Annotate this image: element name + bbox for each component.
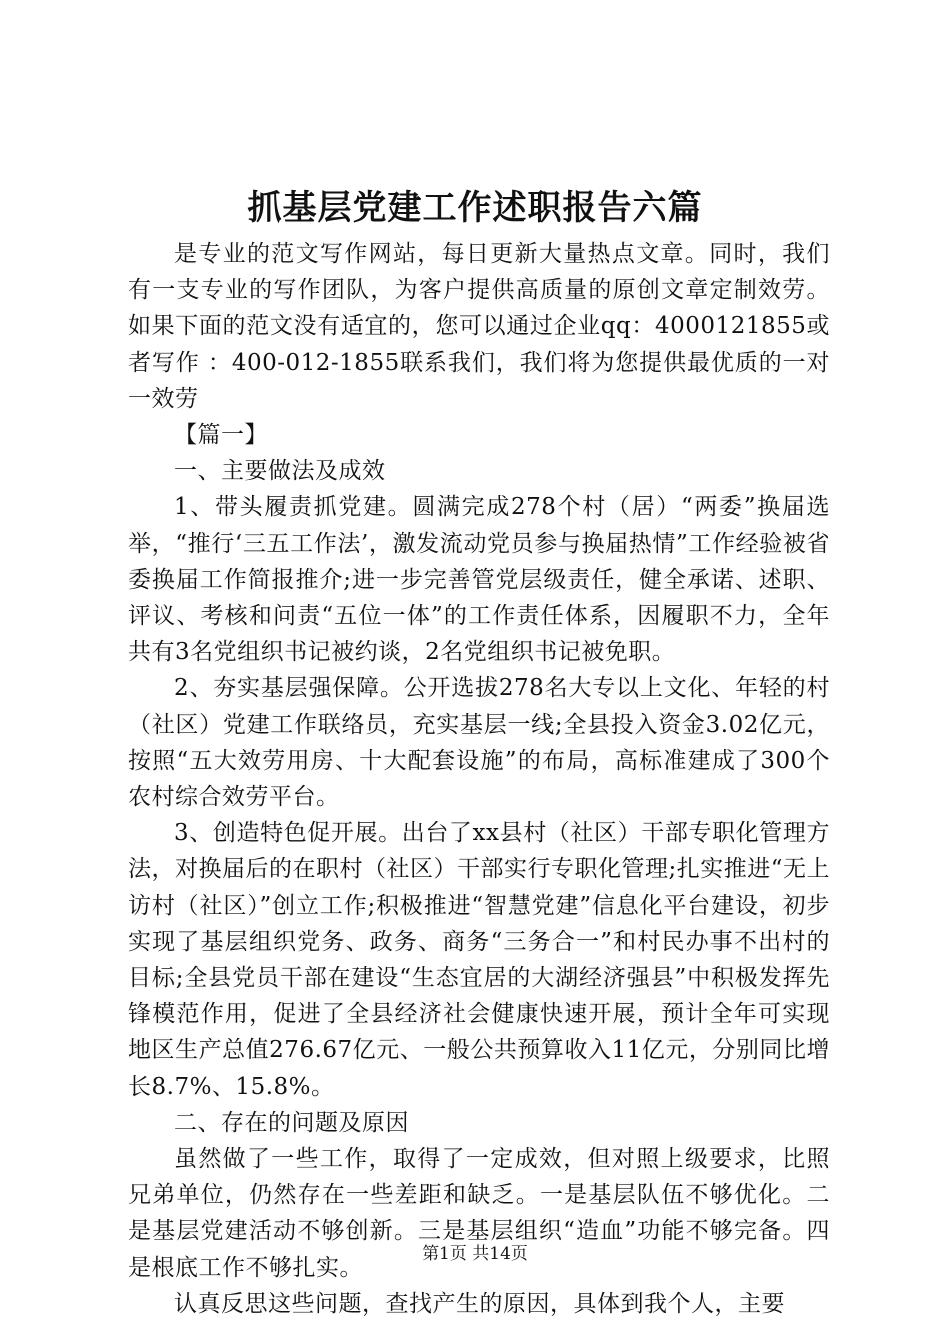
- paragraph-item-1: 1、带头履责抓党建。圆满完成278个村（居）“两委”换届选举，“推行‘三五工作法’，激发流动党员参与换届热情”工作经验被省委换届工作简报推介;进一步完善管党层级责任，健全承诺、述职、评议、考核和问责“五位一体”的工作责任体系，因履职不力，全年共有3名党组织书记被约谈，2名党组织书记被免职。: [128, 494, 830, 666]
- paragraph-problems: 虽然做了一些工作，取得了一定成效，但对照上级要求，比照兄弟单位，仍然存在一些差距和缺乏。一是基层队伍不够优化。二是基层党建活动不够创新。三是基层组织“造血”功能不够完备。四是根底工作不够扎实。: [128, 1146, 830, 1281]
- page-number-footer: 第1页 共14页: [422, 1244, 528, 1264]
- document-body: [128, 236, 830, 1322]
- section-heading-problems: 二、存在的问题及原因: [174, 1109, 409, 1136]
- paragraph-item-3: 3、创造特色促开展。出台了xx县村（社区）干部专职化管理方法，对换届后的在职村（社区）干部实行专职化管理;扎实推进“无上访村（社区）”创立工作;积极推进“智慧党建”信息化平台建设，初步实现了基层组织党务、政务、商务“三务合一”和村民办事不出村的目标;全县党员干部在建设“生态宜居的大湖经济强县”中积极发挥先锋模范作用，促进了全县经济社会健康快速开展，预计全年可实现地区生产总值276.67亿元、一般公共预算收入11亿元，分别同比增长8.7%、15.8%。: [128, 820, 831, 1100]
- paragraph-reflection: 认真反思这些问题，查找产生的原因，具体到我个人，主要: [174, 1290, 785, 1317]
- paragraph-item-2: 2、夯实基层强保障。公开选拔278名大专以上文化、年轻的村（社区）党建工作联络员，充实基层一线;全县投入资金3.02亿元，按照“五大效劳用房、十大配套设施”的布局，高标准建成了300个农村综合效劳平台。: [128, 675, 830, 811]
- intro-paragraph: 是专业的范文写作网站，每日更新大量热点文章。同时，我们有一支专业的写作团队，为客户提供高质量的原创文章定制效劳。如果下面的范文没有适宜的，您可以通过企业qq：4000121855或者写作 ：400-012-1855联系我们，我们将为您提供最优质的一对一效劳: [128, 241, 830, 412]
- section-heading-practices: 一、主要做法及成效: [174, 458, 386, 485]
- document-title: 抓基层党建工作述职报告六篇: [247, 188, 703, 228]
- section-label-part-one: 【篇一】: [174, 422, 268, 449]
